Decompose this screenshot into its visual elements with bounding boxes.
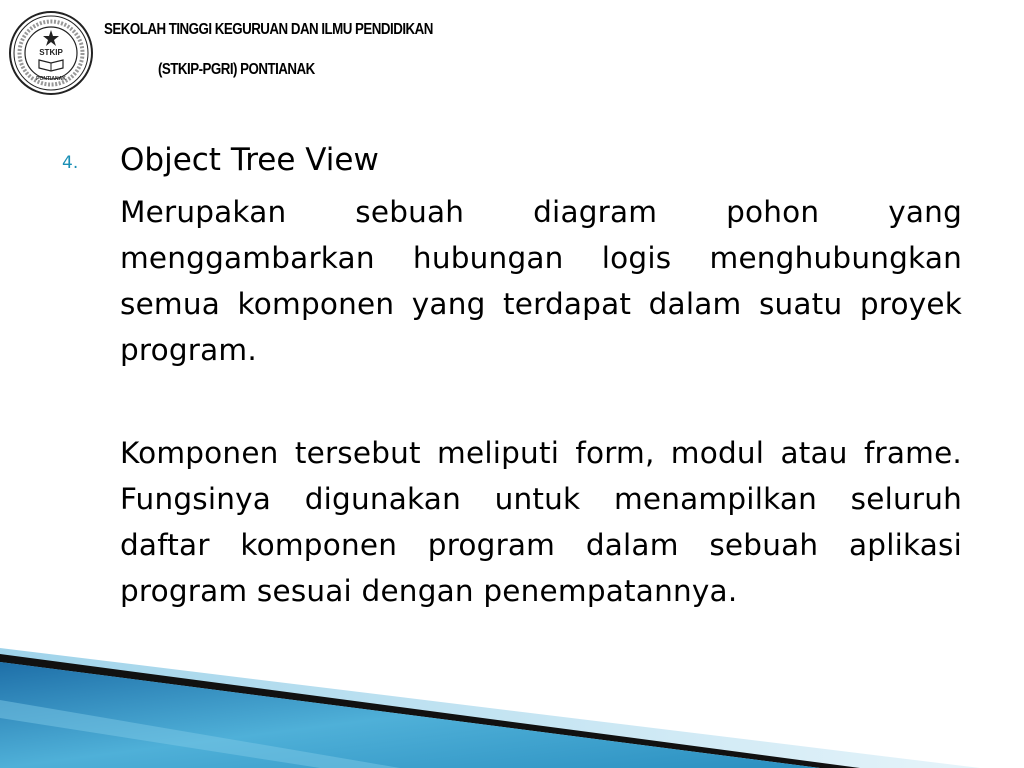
paragraph-components: Komponen tersebut meliputi form, modul atau frame. Fungsinya digunakan untuk menampilkan seluruh daftar komponen program dalam sebuah aplikasi program sesuai dengan penempatannya. xyxy=(120,436,962,608)
institution-logo-seal xyxy=(8,10,94,96)
list-item-number: 4. xyxy=(62,153,79,173)
logo-bottom-text: PONTIANAK xyxy=(36,76,66,82)
institution-name-line1: SEKOLAH TINGGI KEGURUAN DAN ILMU PENDIDIKAN xyxy=(104,21,433,38)
paragraph-definition: Merupakan sebuah diagram pohon yang menggambarkan hubungan logis menghubungkan semua komponen yang terdapat dalam suatu proyek program. xyxy=(120,195,962,367)
logo-center-text: STKIP xyxy=(39,48,63,57)
decorative-corner-graphic xyxy=(0,640,1024,768)
institution-name-line2: (STKIP-PGRI) PONTIANAK xyxy=(158,61,315,78)
item-title: Object Tree View xyxy=(120,142,379,178)
